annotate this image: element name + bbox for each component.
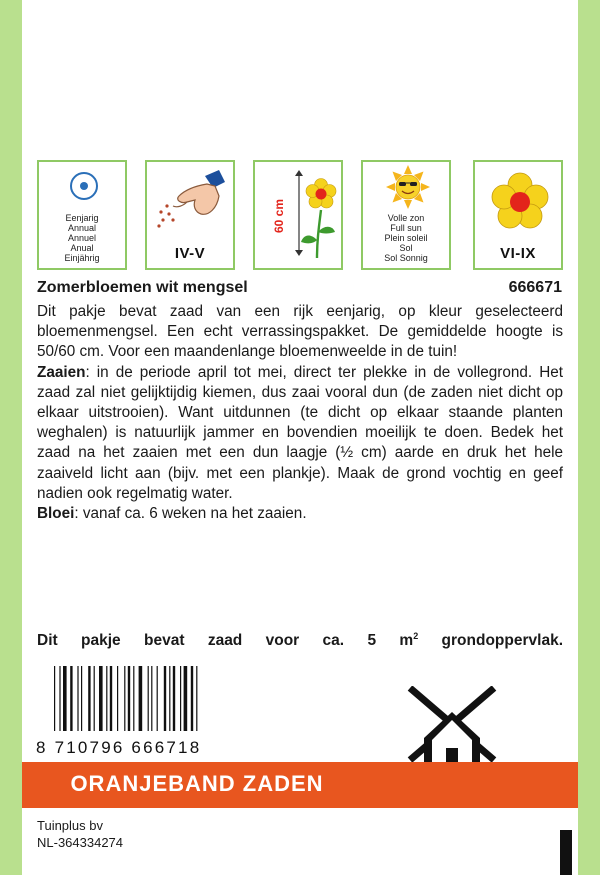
company-info — [37, 817, 123, 851]
barcode — [36, 666, 248, 762]
left-edge-strip — [0, 0, 22, 875]
sun-line-4: Sol — [399, 243, 413, 253]
description-text — [37, 302, 563, 524]
sowing-paragraph — [37, 363, 563, 504]
sowing-box — [145, 160, 235, 270]
hand-sowing-icon — [147, 162, 237, 242]
volume-line — [37, 631, 563, 650]
flower-icon — [475, 162, 565, 242]
company-name: Tuinplus bv — [37, 818, 103, 833]
bloom-box — [473, 160, 563, 270]
height-box — [253, 160, 343, 270]
sun-line-5: Sol Sonnig — [384, 253, 428, 263]
product-title: Zomerbloemen wit mengsel — [37, 279, 248, 296]
product-code: 666671 — [508, 279, 562, 296]
brand-name: ORANJEBAND ZADEN — [70, 771, 324, 796]
intro-paragraph: Dit pakje bevat zaad van een rijk eenjarig, op kleur geselecteerd bloemenmengsel. Een echt verrassingspakket. De gemiddelde hoogte is 50/60 cm. Voor een maandenlange bloemenweelde in de tuin! — [37, 303, 563, 361]
corner-bar — [560, 830, 572, 875]
brand-band — [22, 762, 578, 808]
volume-tail: grondoppervlak. — [418, 632, 563, 650]
annual-line-4: Anual — [70, 243, 94, 253]
height-flower-icon — [255, 162, 345, 268]
sun-line-3: Plein soleil — [384, 233, 428, 243]
bloom-text: : vanaf ca. 6 weken na het zaaien. — [74, 505, 307, 523]
annual-line-3: Annuel — [67, 233, 97, 243]
annual-line-1: Eenjarig — [65, 213, 99, 223]
sun-box — [361, 160, 451, 270]
volume-text: Dit pakje bevat zaad voor ca. 5 m — [37, 632, 414, 650]
annual-box — [37, 160, 127, 270]
icon-row — [37, 160, 563, 272]
sun-icon — [363, 162, 453, 212]
barcode-number: 8 710796 666718 — [36, 738, 202, 757]
volume-sup: 2 — [413, 631, 419, 641]
circle-dot-icon — [39, 162, 129, 212]
sowing-text: : in de periode april tot mei, direct ter plekke in de vollegrond. Het zaad zal niet gelijktijdig kiemen, dus zaai vooral dun (de zaden niet dicht op elkaar uitstrooien). Want uitdunnen (te dicht op elkaar staande planten weghalen) is natuurlijk jammer en bovendien moeilijk te doen. Bedek het zaad na het zaaien met een dun laagje (½ cm) aarde en druk het hele zaaiveld licht aan (bijv. met een plankje). Maak de grond vochtig en geef nadien ook regelmatig water. — [37, 363, 563, 502]
annual-line-5: Einjährig — [64, 253, 100, 263]
company-id: NL-364334274 — [37, 835, 124, 850]
bloom-months: VI-IX — [500, 245, 536, 262]
barcode-bars — [54, 666, 244, 731]
bloom-label: Bloei — [37, 505, 75, 523]
annual-line-2: Annual — [67, 223, 97, 233]
windmill-logo — [406, 686, 498, 762]
bloom-paragraph — [37, 504, 563, 524]
right-edge-strip — [578, 0, 600, 875]
sun-line-1: Volle zon — [387, 213, 425, 223]
sowing-months: IV-V — [174, 245, 206, 262]
height-label: 60 cm — [272, 198, 286, 234]
sun-line-2: Full sun — [390, 223, 422, 233]
sowing-label: Zaaien — [37, 363, 86, 381]
